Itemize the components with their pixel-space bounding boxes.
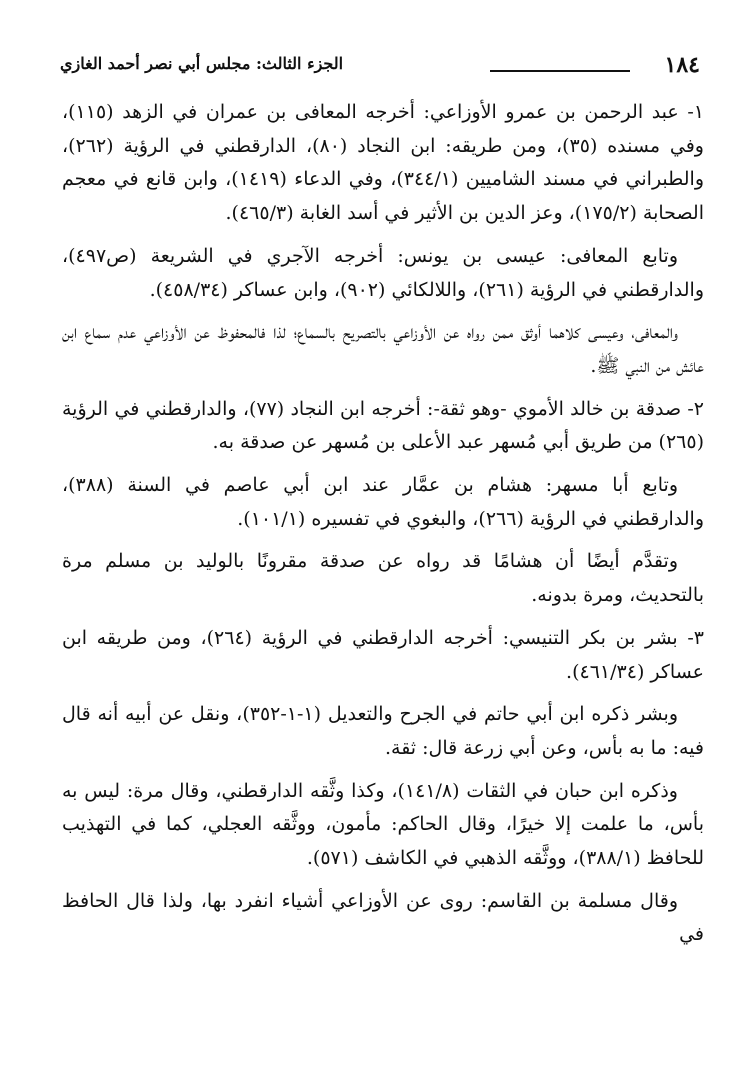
paragraph-8: وبشر ذكره ابن أبي حاتم في الجرح والتعديل (١-١-٣٥٢)، ونقل عن أبيه أنه قال فيه: ما به بأس، وعن أبي زرعة قال: ثقة. <box>62 703 704 759</box>
paragraph-3: والمعافى، وعيسى كلاهما أوثق ممن رواه عن الأوزاعي بالتصريح بالسماع؛ لذا فالمحفوظ عن الأوزاعي عدم سماع ابن عائش من النبي ﷺ. <box>62 321 704 377</box>
paragraph-1: ١- عبد الرحمن بن عمرو الأوزاعي: أخرجه المعافى بن عمران في الزهد (١١٥)، وفي مسنده (٣٥)، ومن طريقه: ابن النجاد (٨٠)، الدارقطني في الرؤية (٢٦٢)، والطبراني في مسند الشاميين (٣٤٤/١)، وفي الدعاء (١٤١٩)، وابن قانع في معجم الصحابة (١٧٥/٢)، وعز الدين بن الأثير في أسد الغابة (٤٦٥/٣). <box>62 101 704 225</box>
page-body <box>62 96 704 961</box>
paragraph-9: وذكره ابن حبان في الثقات (١٤١/٨)، وكذا وثَّقه الدارقطني، وقال مرة: ليس به بأس، ما علمت إلا خيرًا، وقال الحاكم: مأمون، ووثَّقه العجلي، كما في التهذيب للحافظ (٣٨٨/١)، ووثَّقه الذهبي في الكاشف (٥٧١). <box>62 779 704 870</box>
paragraph-5: وتابع أبا مسهر: هشام بن عمَّار عند ابن أبي عاصم في السنة (٣٨٨)، والدارقطني في الرؤية (٢٦٦)، والبغوي في تفسيره (١٠١/١). <box>62 474 704 530</box>
paragraph-4: ٢- صدقة بن خالد الأموي -وهو ثقة-: أخرجه ابن النجاد (٧٧)، والدارقطني في الرؤية (٢٦٥) من طريق أبي مُسهر عبد الأعلى بن مُسهر عن صدقة به. <box>62 397 704 454</box>
header-rule <box>490 70 630 72</box>
paragraph-10: وقال مسلمة بن القاسم: روى عن الأوزاعي أشياء انفرد بها، ولذا قال الحافظ في <box>62 889 704 946</box>
page-header <box>60 52 700 84</box>
running-title: الجزء الثالث: مجلس أبي نصر أحمد الغازي <box>60 54 344 73</box>
paragraph-2: وتابع المعافى: عيسى بن يونس: أخرجه الآجري في الشريعة (ص٤٩٧)، والدارقطني في الرؤية (٢٦١)، واللالكائي (٩٠٢)، وابن عساكر (٤٥٨/٣٤). <box>62 244 704 301</box>
paragraph-7: ٣- بشر بن بكر التنيسي: أخرجه الدارقطني في الرؤية (٢٦٤)، ومن طريقه ابن عساكر (٤٦١/٣٤). <box>62 626 704 683</box>
page-number: ١٨٤ <box>664 52 700 78</box>
paragraph-6: وتقدَّم أيضًا أن هشامًا قد رواه عن صدقة مقرونًا بالوليد بن مسلم مرة بالتحديث، ومرة بدونه. <box>62 550 704 607</box>
